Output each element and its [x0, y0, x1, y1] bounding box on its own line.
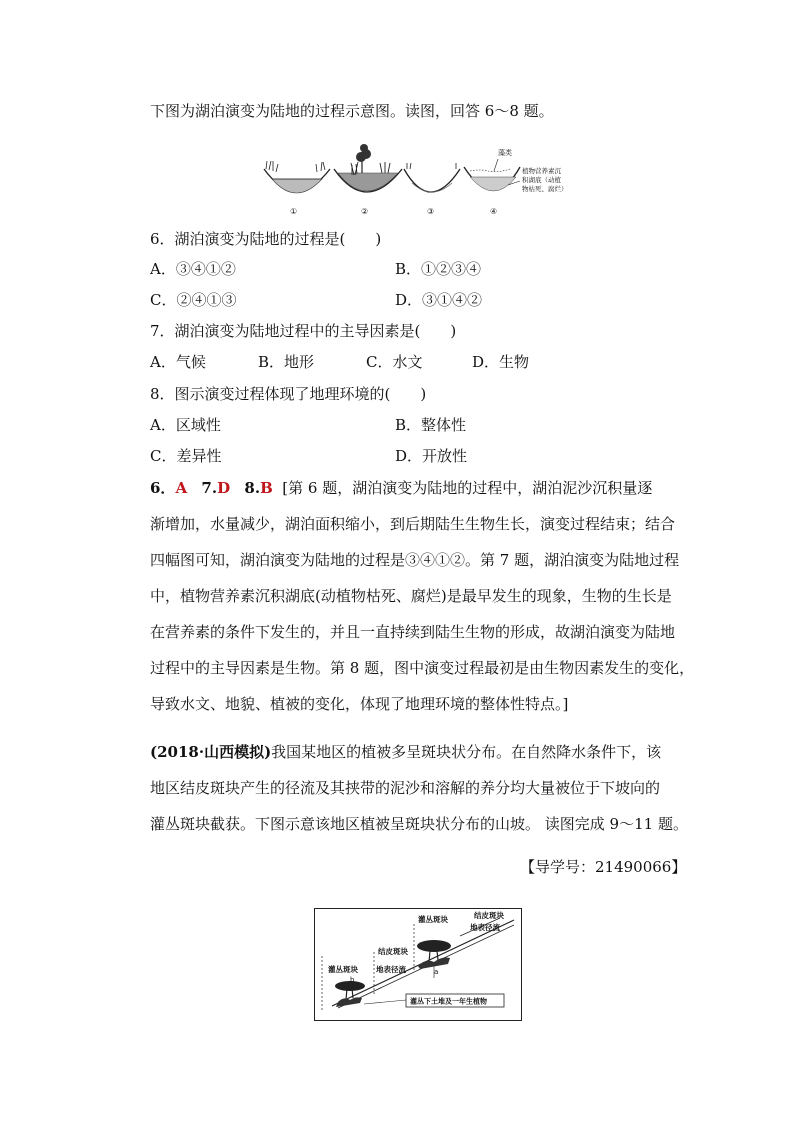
q7-stem: 7．湖泊演变为陆地过程中的主导因素是( )	[150, 322, 457, 340]
fig2-mark-a: a	[434, 968, 439, 976]
explanation-line-7: 导致水文、地貌、植被的变化，体现了地理环境的整体性特点。]	[150, 695, 569, 713]
fig2-shrub-b: 灌丛斑块	[328, 965, 358, 974]
fig1-ann-side-3: 物枯死、腐烂）	[522, 185, 568, 193]
q7-option-d[interactable]: D．生物	[472, 353, 530, 371]
fig2-flow-b: 地表径流	[376, 965, 406, 974]
fig1-label-1: ①	[290, 207, 298, 216]
fig2-shrub-a: 灌丛斑块	[418, 915, 448, 924]
lake-evolution-figure	[258, 143, 578, 221]
q8-stem: 8．图示演变过程体现了地理环境的( )	[150, 385, 427, 403]
q6-option-d[interactable]: D．③①④②	[395, 291, 483, 309]
q8-option-a[interactable]: A．区域性	[150, 416, 221, 434]
q7-option-c[interactable]: C．水文	[366, 353, 423, 371]
fig1-ann-side-1: 植物营养素沉	[522, 167, 561, 175]
explanation-line-2: 渐增加，水量减少，湖泊面积缩小，到后期陆生生物生长，演变过程结束；结合	[150, 515, 676, 533]
answer-6-number: 6．	[150, 479, 176, 497]
q6-stem: 6．湖泊演变为陆地的过程是( )	[150, 230, 382, 248]
fig2-crust-b: 结皮斑块	[378, 947, 408, 956]
guide-number: 【导学号：21490066】	[520, 858, 687, 876]
fig1-ann-side-2: 积湖底（动植	[522, 176, 561, 184]
explanation-line-4: 中，植物营养素沉积湖底(动植物枯死、腐烂)是最早发生的现象，生物的生长是	[150, 587, 672, 605]
passage-text-1: 我国某地区的植被多呈斑块状分布。在自然降水条件下，该	[271, 743, 662, 761]
stage-1-basin	[264, 161, 330, 193]
explanation-line-1: [第 6 题，湖泊演变为陆地的过程中，湖泊泥沙沉积量逐	[282, 479, 653, 497]
fig1-label-4: ④	[490, 207, 498, 216]
q8-option-c[interactable]: C．差异性	[150, 447, 222, 465]
passage-line-1	[150, 741, 661, 762]
answer-6-letter: A	[175, 479, 188, 497]
q6-option-c[interactable]: C．②④①③	[150, 291, 237, 309]
q8-option-b[interactable]: B．整体性	[395, 416, 467, 434]
fig1-label-2: ②	[361, 207, 369, 216]
q8-option-d[interactable]: D．开放性	[395, 447, 468, 465]
answer-line-1	[150, 477, 652, 498]
q6-option-b[interactable]: B．①②③④	[395, 260, 482, 278]
stage-4-basin	[464, 148, 568, 193]
passage-source: (2018·山西模拟)	[150, 743, 272, 761]
answer-7-letter: D	[217, 479, 231, 497]
passage-line-2: 地区结皮斑块产生的径流及其挟带的泥沙和溶解的养分均大量被位于下坡向的	[150, 779, 661, 797]
fig2-flow-a: 地表径流	[470, 923, 500, 932]
passage-line-3: 灌丛斑块截获。下图示意该地区植被呈斑块状分布的山坡。 读图完成 9～11 题。	[150, 815, 688, 833]
explanation-line-3: 四幅图可知，湖泊演变为陆地的过程是③④①②。第 7 题，湖泊演变为陆地过程	[150, 551, 680, 569]
stage-2-basin	[334, 144, 402, 192]
explanation-line-5: 在营养素的条件下发生的，并且一直持续到陆生生物的形成，故湖泊演变为陆地	[150, 623, 676, 641]
shrub-patch-slope-figure	[314, 908, 522, 1021]
answer-8-number: 8.	[244, 479, 261, 497]
fig1-ann-top: 藻类	[498, 149, 512, 157]
answer-8-letter: B	[260, 479, 273, 497]
answer-7-number: 7.	[201, 479, 218, 497]
fig2-crust-a: 结皮斑块	[474, 911, 504, 920]
q7-option-a[interactable]: A．气候	[150, 353, 206, 371]
fig1-label-3: ③	[427, 207, 435, 216]
fig2-legend: 灌丛下土堆及一年生植物	[410, 997, 487, 1006]
stage-3-basin	[404, 163, 460, 192]
q7-option-b[interactable]: B．地形	[258, 353, 315, 371]
explanation-line-6: 过程中的主导因素是生物。第 8 题，图中演变过程最初是由生物因素发生的变化，	[150, 659, 695, 677]
q6-option-a[interactable]: A．③④①②	[150, 260, 236, 278]
intro-text: 下图为湖泊演变为陆地的过程示意图。读图，回答 6～8 题。	[150, 102, 554, 120]
fig2-mark-b: b	[350, 976, 355, 984]
